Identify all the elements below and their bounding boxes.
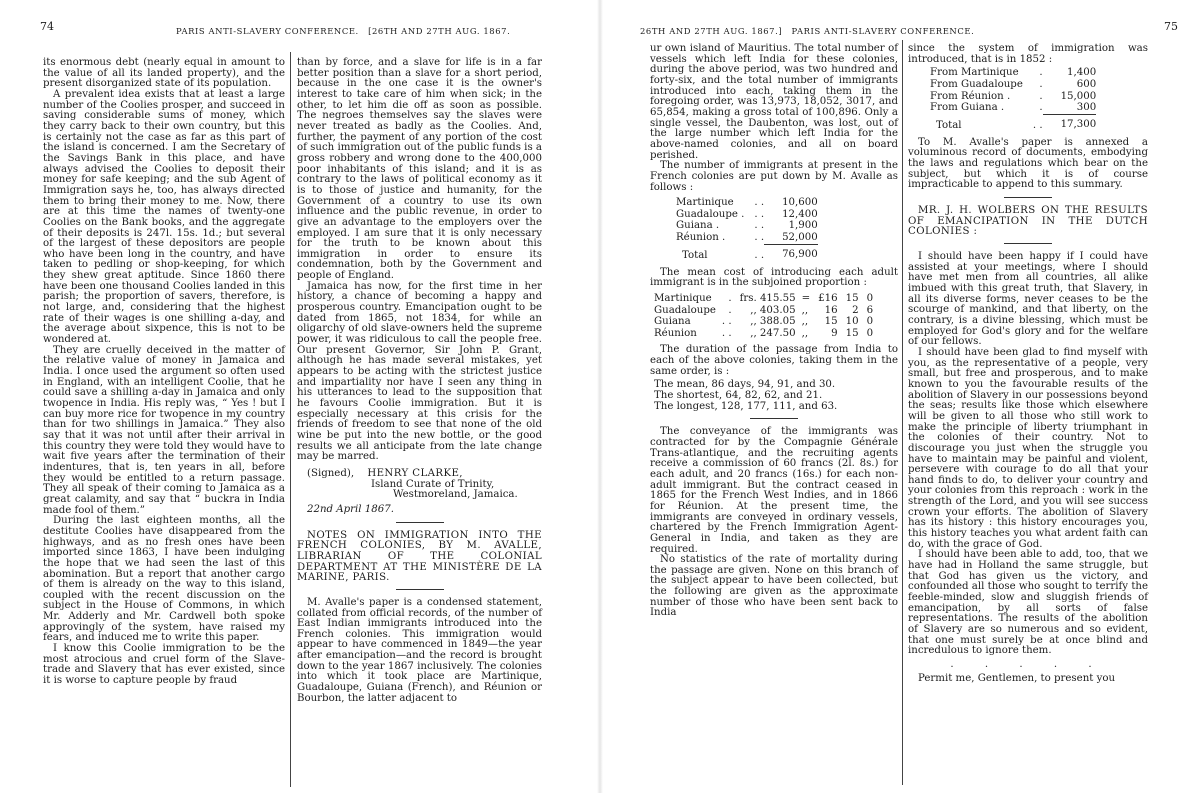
shillings-value: 10: [845, 316, 859, 328]
section-rule: [1004, 197, 1052, 198]
table-row: [654, 316, 873, 328]
row-label: Guadaloupe: [654, 304, 716, 316]
pence-value: 0: [866, 316, 874, 328]
row-label: Martinique: [654, 292, 712, 304]
column-divider: [902, 40, 903, 785]
pounds-value: 15: [824, 316, 838, 328]
row-leader: . .: [754, 250, 765, 262]
row-label: Guadaloupe .: [676, 208, 745, 220]
total-label: Total: [936, 120, 962, 132]
paragraph: The mean cost of introducing each adult immigrant is in the subjoined proportion :: [650, 266, 898, 289]
total-row: [676, 244, 818, 262]
total-value: 17,300: [1043, 114, 1097, 132]
francs-value: ,, 403.05: [750, 304, 796, 316]
section-rule: [750, 418, 798, 419]
cost-table: [654, 293, 873, 339]
right-column-1: [650, 44, 898, 619]
list-item: The shortest, 64, 82, 62, and 21.: [654, 389, 823, 401]
duration-list: [650, 380, 898, 412]
row-leader: . .: [721, 316, 732, 328]
pence-value: 0: [866, 292, 874, 304]
row-label: Réunion .: [676, 232, 726, 244]
total-value: 76,900: [764, 244, 818, 262]
running-head: [176, 26, 510, 36]
francs-value: ,, 388.05: [750, 316, 796, 328]
paragraph: They are cruelly deceived in the matter of the relative value of money in Jamaica and India. I once used the argument so often used in England, with an intelligent Coolie, that he could save a shilling a-day in Jamaica and only twopence in India. His reply was, “ Yes ! but I can buy more rice for twopence in my country than for two shillings in Jamaica.” They also say that it was not until after their arrival in this country they were told they would have to wait five years after the termination of their indentures, that is, ten years in all, before they would be entitled to a return passage. They all speak of their coming to Jamaica as a great calamity, and say that “ buckra in India made fool of them.”: [43, 344, 285, 516]
row-label: From Guiana .: [930, 102, 1005, 114]
table-row: [676, 232, 818, 244]
pounds-value: 16: [824, 304, 838, 316]
running-head: [640, 26, 974, 36]
section-heading: MR. J. H. WOLBERS ON THE RESULTS OF EMANCIPATION IN THE DUTCH COLONIES :: [908, 205, 1148, 238]
row-label: From Réunion .: [930, 90, 1011, 102]
paragraph: The duration of the passage from India to each of the above colonies, taking them in the same order, is :: [650, 344, 898, 377]
paragraph: The conveyance of the immigrants was contracted for by the Compagnie Générale Trans-atlantique, and the recruiting agents receive a commission of 60 francs (2l. 8s.) for each adult, and 20 francs (16s.) for each non-adult immigrant. But the contract ceased in 1865 for the French West Indies, and in 1866 for Réunion. At the present time, the immigrants are conveyed in ordinary vessels, chartered by the French Immigration Agent-General in India, and taken as they are required.: [650, 426, 898, 555]
table-row: [654, 328, 873, 340]
equals-sign: ,,: [801, 304, 809, 316]
row-value: 1,900: [788, 220, 818, 232]
row-label: Guiana .: [676, 220, 720, 232]
signature-title-2: Westmoreland, Jamaica.: [393, 489, 518, 501]
paragraph: since the system of immigration was introduced, that is in 1852 :: [908, 43, 1148, 65]
signature-date: 22nd April 1867.: [307, 503, 394, 515]
total-label: Total: [682, 250, 708, 262]
equals-sign: =: [801, 292, 811, 304]
row-value: 1,400: [1067, 67, 1097, 79]
row-value: 15,000: [1060, 90, 1097, 102]
row-value: 12,400: [782, 208, 818, 220]
paragraph: During the last eighteen months, all the destitute Coolies have disappeared from the highways, and as no fresh ones have been imported since 1863, I have been indulging the hope that we had seen the last of this abomination. But a report that another cargo of them is already on the way to this island, coupled with the recent discussion on the subject in the House of Commons, in which Mr. Adderly and Mr. Cardwell both spoke approvingly of the system, have raised my fears, and induced me to write this paper.: [43, 515, 285, 644]
row-leader: .: [1039, 102, 1043, 114]
table-row: [930, 91, 1096, 103]
running-head-title: PARIS ANTI-SLAVERY CONFERENCE.: [791, 26, 975, 36]
equals-sign: ,,: [801, 327, 809, 339]
row-value: 600: [1076, 78, 1097, 90]
pounds-value: £16: [818, 292, 838, 304]
francs-value: frs. 415.55: [739, 292, 796, 304]
page-number: 74: [40, 20, 54, 33]
page-number: 75: [1164, 20, 1178, 33]
running-head-title: PARIS ANTI-SLAVERY CONFERENCE.: [176, 26, 359, 36]
section-heading: NOTES ON IMMIGRATION INTO THE FRENCH COLONIES, BY M. AVALLE, LIBRARIAN OF THE COLONIAL DEPARTMENT AT THE MINISTÈRE DE LA MARINE, PARIS.: [297, 529, 542, 584]
signature-line: [297, 469, 542, 480]
returned-table: [930, 67, 1096, 131]
table-row: [930, 102, 1096, 114]
row-label: Martinique: [676, 197, 734, 209]
table-row: [676, 209, 818, 221]
right-page: [600, 0, 1200, 793]
signature-name: HENRY CLARKE,: [367, 467, 463, 479]
row-leader: . .: [721, 327, 732, 339]
row-leader: .: [1039, 67, 1043, 79]
right-column-2: [908, 44, 1148, 684]
paragraph: Permit me, Gentlemen, to present you: [918, 672, 1116, 684]
francs-value: ,, 247.50: [750, 327, 796, 339]
shillings-value: 2: [852, 304, 859, 316]
section-rule: [396, 589, 444, 590]
row-leader: .: [728, 292, 732, 304]
table-row: [654, 293, 873, 305]
paragraph: than by force, and a slave for life is in a far better position than a slave for a short period, because in the one case it is the owner's interest to take care of him when sick; in the other, to let him die off as soon as possible. The negroes themselves say the slaves were never treated as badly as the Coolies. And, further, the payment of any portion of the cost of such immigration out of the public funds is a gross robbery and wrong done to the 400,000 poor inhabitants of this island; and it is as contrary to the laws of political economy as it is to those of justice and humanity, for the Government of a country to use its own influence and the public revenue, in order to give an advantage to the employers over the employed. I am sure that it is only necessary for the truth to be known about this immigration in order to ensure its condemnation, both by the Government and people of England.: [297, 57, 542, 282]
left-column-1: [43, 58, 285, 687]
left-column-2: [297, 58, 542, 704]
paragraph: I should have been glad to find myself with you, as the representative of a people, very small, but free and prosperous, and to make known to you the favourable results of the abolition of Slavery in our possessions beyond the seas; results like those which elsewhere will be given to all those who still work to make the principle of liberty triumphant in the colonies of their country. Not to discourage you just when the struggle you have to maintain may be painful and violent, persevere with courage to do all that your hand finds to do, to deliver your country and your colonies from this reproach : work in the strength of the Lord, and you will see success crown your efforts. The abolition of Slavery has its history : this history encourages you, this history teaches you what ardent faith can do, with the grace of God.: [908, 346, 1148, 550]
signature-block: [297, 469, 542, 516]
pence-value: 0: [866, 327, 874, 339]
paragraph: I should have been able to add, too, that we have had in Holland the same struggle, but that God has given us the victory, and confounded all those who sought to terrify the feeble-minded, slow and sluggish friends of emancipation, by all sorts of false representations. The results of the abolition of Slavery are so numerous and so evident, that one must surely be at once blind and incredulous to ignore them.: [908, 549, 1148, 657]
row-leader: . .: [754, 197, 765, 209]
running-head-date: 26TH AND 27TH AUG. 1867.]: [640, 26, 783, 36]
ellipsis: . . . . .: [950, 658, 1106, 670]
row-leader: . .: [754, 208, 765, 220]
row-leader: . .: [1032, 120, 1043, 132]
paragraph: Jamaica has now, for the first time in her history, a chance of becoming a happy and prosperous country. Emancipation ought to be dated from 1865, not 1834, for while an oligarchy of old slave-owners held the supreme power, it was ridiculous to call the people free. Our present Governor, Sir John P. Grant, although he has made several mistakes, yet appears to be acting with the strictest justice and impartiality nor have I seen any thing in his utterances to lead to the supposition that he favours Coolie immigration. But it is especially necessary at this crisis for the friends of freedom to see that none of the old wine be put into the new bottle, or the good results we all anticipate from the late change may be marred.: [297, 280, 542, 463]
pence-value: 6: [866, 304, 874, 316]
row-value: 52,000: [782, 231, 818, 243]
row-leader: . .: [754, 232, 765, 244]
row-label: From Guadaloupe: [930, 78, 1023, 90]
list-item: The mean, 86 days, 94, 91, and 30.: [654, 379, 836, 391]
table-row: [930, 79, 1096, 91]
table-row: [654, 305, 873, 317]
table-row: [676, 197, 818, 209]
row-leader: .: [1039, 90, 1043, 102]
table-row: [676, 220, 818, 232]
paragraph: ur own island of Mauritius. The total number of vessels which left India for these colonies, during the above period, was two hundred and forty-six, and the total number of immigrants introduced into each, taking them in the foregoing order, was 13,973, 18,052, 3017, and 65,854, making a gross total of 100,896. Only a single vessel, the Daubenton, was lost, out of the large number which left India for the above-named colonies, and all on board perished.: [650, 43, 898, 161]
paragraph: To M. Avalle's paper is annexed a voluminous record of documents, embodying the laws and regulations which bear on the subject, but which it is of course impracticable to append to this summary.: [908, 136, 1148, 191]
paragraph: No statistics of the rate of mortality during the passage are given. None on this branch of the subject appear to have been collected, but the following are given as the approximate number of those who have been sent back to India: [650, 554, 898, 619]
pounds-value: 9: [831, 327, 838, 339]
row-leader: .: [1039, 78, 1043, 90]
paragraph: its enormous debt (nearly equal in amount to the value of all its landed property), and the present disorganized state of its population.: [43, 57, 285, 90]
signature-title-1: Island Curate of Trinity,: [371, 478, 495, 490]
column-divider: [290, 52, 291, 787]
row-leader: . .: [754, 220, 765, 232]
present-immigrants-table: [676, 197, 818, 261]
row-label: Réunion: [654, 327, 697, 339]
shillings-value: 15: [845, 292, 859, 304]
paragraph: I know this Coolie immigration to be the most atrocious and cruel form of the Slave-trade and Slavery that has ever existed, since it is worse to capture people by fraud: [43, 643, 285, 687]
row-label: From Martinique: [930, 67, 1019, 79]
paragraph: The number of immigrants at present in the French colonies are put down by M. Avalle as follows :: [650, 160, 898, 193]
list-item: The longest, 128, 177, 111, and 63.: [654, 400, 838, 412]
row-label: Guiana: [654, 316, 691, 328]
row-leader: .: [728, 304, 732, 316]
row-value: 300: [1076, 102, 1097, 114]
total-row: [930, 114, 1096, 132]
signed-label: (Signed),: [307, 467, 355, 479]
equals-sign: ,,: [801, 316, 809, 328]
section-rule: [396, 522, 444, 523]
paragraph: I should have been happy if I could have assisted at your meetings, where I should have met men from all countries, all alike imbued with this great truth, that Slavery, in all its diverse forms, never ceases to be the scourge of mankind, and that liberty, on the contrary, is a divine blessing, which must be employed for God's glory and for the welfare of our fellows.: [908, 251, 1148, 348]
running-head-date: [26TH AND 27TH AUG. 1867.: [368, 26, 511, 36]
shillings-value: 15: [845, 327, 859, 339]
row-value: 10,600: [782, 197, 818, 209]
paragraph: A prevalent idea exists that at least a large number of the Coolies prosper, and succeed in saving considerable sums of money, which they carry back to their own country, but this is certainly not the case as far as this part of the island is concerned. I am the Secretary of the Savings Bank in this place, and have always advised the Coolies to deposit their money for safe keeping; and the sub Agent of Immigration says he, too, has always directed them to bring their money to me. Now, there are at this time the names of twenty-one Coolies on the Bank books, and the aggregate of their deposits is 247l. 15s. 1d.; but several of the largest of these depositors are people who have been long in the country, and have taken to pedling or shop-keeping, for which they shew great aptitude. Since 1860 there have been one thousand Coolies landed in this parish; the proportion of savers, therefore, is not large, and, considering that the highest rate of their wages is one shilling a-day, and the average about sixpence, this is not to be wondered at.: [43, 88, 285, 346]
table-row: [930, 67, 1096, 79]
paragraph: M. Avalle's paper is a condensed statement, collated from official records, of the number of East Indian immigrants introduced into the French colonies. This immigration would appear to have commenced in 1849—the year after emancipation—and the record is brought down to the year 1867 inclusively. The colonies into which it took place are Martinique, Guadaloupe, Guiana (French), and Réunion or Bourbon, the latter adjacent to: [297, 596, 542, 704]
section-rule: [1004, 243, 1052, 244]
